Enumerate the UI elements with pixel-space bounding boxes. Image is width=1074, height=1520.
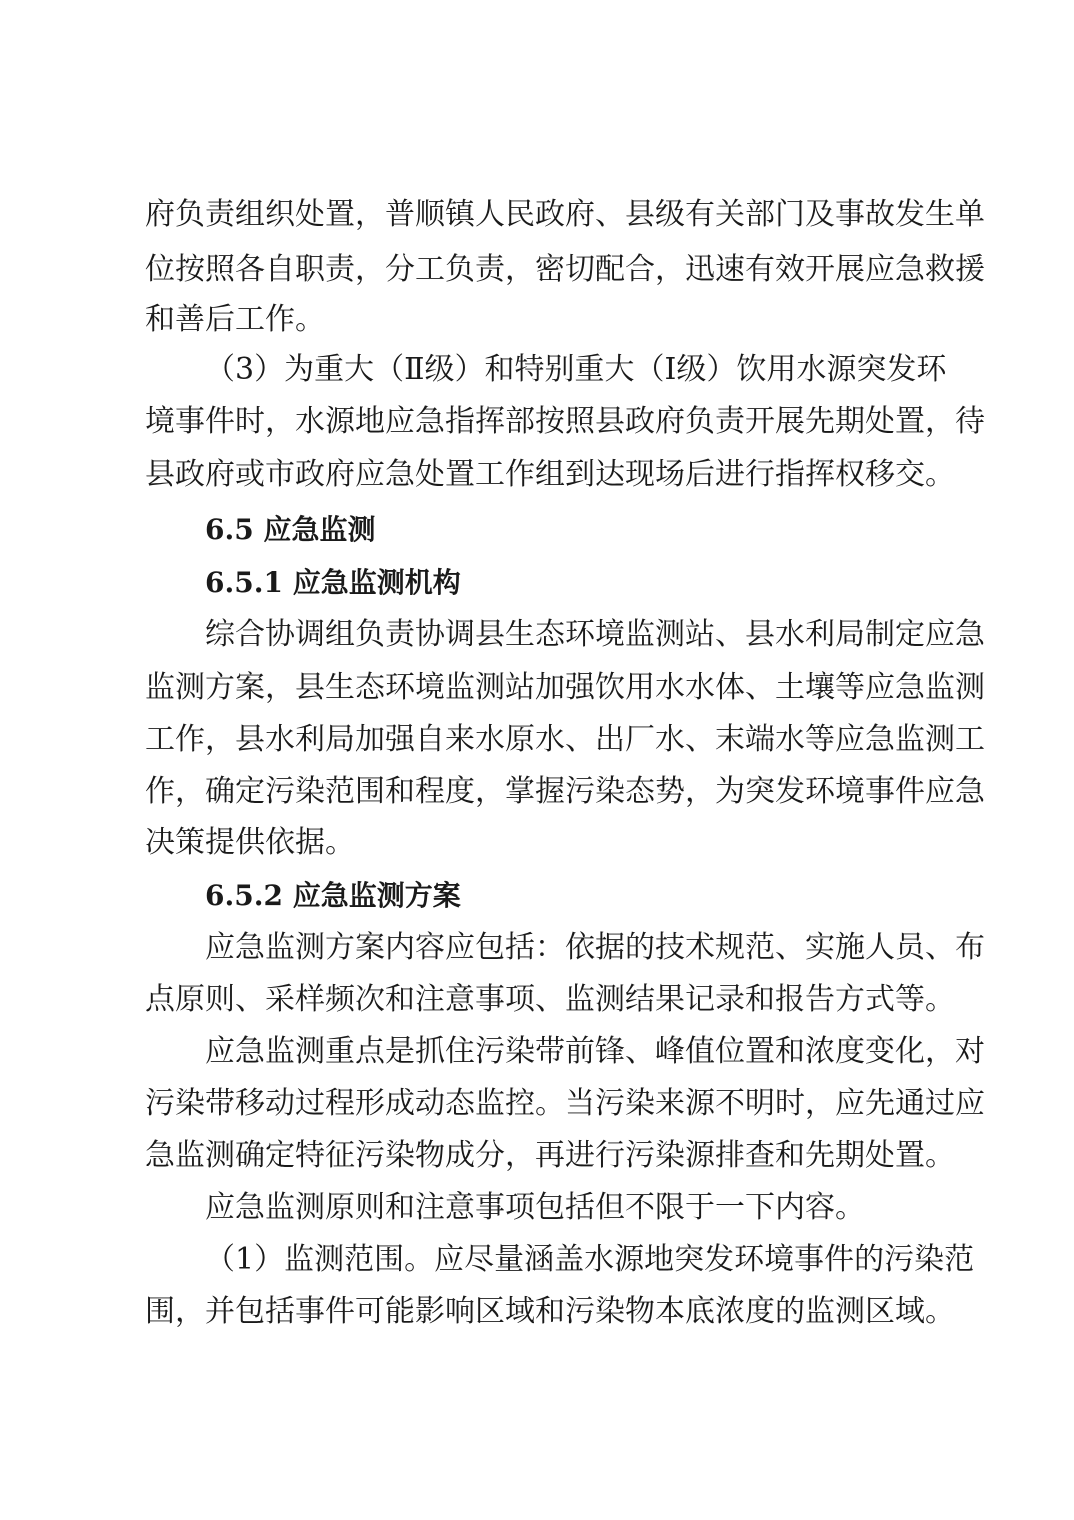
text-line: 县政府或市政府应急处置工作组到达现场后进行指挥权移交。 [145, 457, 955, 492]
text-line: 位按照各自职责，分工负责，密切配合，迅速有效开展应急救援 [145, 252, 985, 287]
section-heading: 6.5 应急监测 [205, 513, 376, 546]
text-line: 污染带移动过程形成动态监控。当污染来源不明时，应先通过应 [145, 1086, 985, 1121]
text-line: 府负责组织处置，普顺镇人民政府、县级有关部门及事故发生单 [145, 197, 985, 232]
text-line: （3）为重大（Ⅱ级）和特别重大（Ⅰ级）饮用水源突发环 [205, 352, 947, 387]
text-line: 综合协调组负责协调县生态环境监测站、县水利局制定应急 [205, 617, 985, 652]
text-line: 和善后工作。 [145, 302, 325, 337]
text-line: 决策提供依据。 [145, 825, 355, 860]
text-line: （1）监测范围。应尽量涵盖水源地突发环境事件的污染范 [205, 1242, 975, 1277]
text-line: 作，确定污染范围和程度，掌握污染态势，为突发环境事件应急 [145, 774, 985, 809]
subsection-heading: 6.5.2 应急监测方案 [205, 879, 461, 912]
text-line: 应急监测原则和注意事项包括但不限于一下内容。 [205, 1190, 865, 1225]
subsection-heading: 6.5.1 应急监测机构 [205, 566, 461, 599]
text-line: 监测方案，县生态环境监测站加强饮用水水体、土壤等应急监测 [145, 670, 985, 705]
text-line: 点原则、采样频次和注意事项、监测结果记录和报告方式等。 [145, 982, 955, 1017]
text-line: 工作，县水利局加强自来水原水、出厂水、末端水等应急监测工 [145, 722, 985, 757]
text-line: 急监测确定特征污染物成分，再进行污染源排查和先期处置。 [145, 1138, 955, 1173]
text-line: 应急监测方案内容应包括：依据的技术规范、实施人员、布 [205, 930, 985, 965]
text-line: 围，并包括事件可能影响区域和污染物本底浓度的监测区域。 [145, 1294, 955, 1329]
text-line: 境事件时，水源地应急指挥部按照县政府负责开展先期处置，待 [145, 404, 985, 439]
text-line: 应急监测重点是抓住污染带前锋、峰值位置和浓度变化，对 [205, 1034, 985, 1069]
